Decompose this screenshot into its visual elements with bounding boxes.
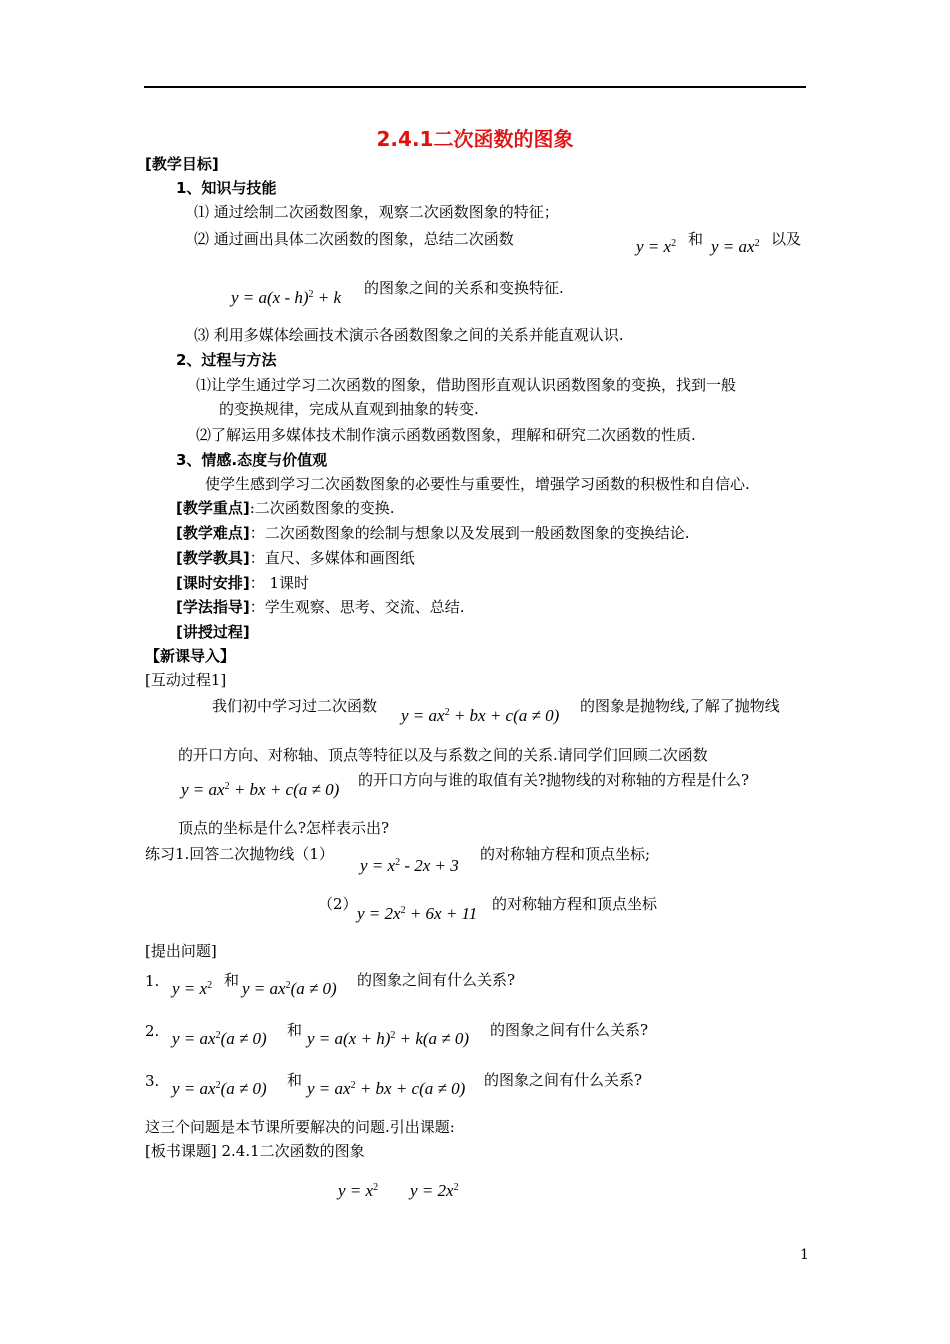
final-formula-2: $y = 2x^2$ — [410, 1181, 459, 1200]
question-1-and: 和 — [224, 971, 240, 989]
key-point-label: [教学重点] — [176, 499, 250, 517]
knowledge-item-2-text: ⑵ 通过画出具体二次函数的图象，总结二次函数 — [194, 230, 514, 248]
goals-heading: [教学目标] — [145, 155, 219, 173]
question-1-number: 1. — [145, 972, 160, 990]
teaching-tools-label: [教学教具] — [176, 549, 250, 567]
teaching-tools-text: ：直尺、多媒体和画图纸 — [249, 549, 415, 567]
process-item-1a: ⑴让学生通过学习二次函数的图象，借助图形直观认识函数图象的变换，找到一般 — [196, 376, 737, 394]
question-2-text: 的图象之间有什么关系? — [490, 1021, 649, 1039]
question-1-formula-1: $y = x^2$ — [172, 979, 213, 998]
board-title-line: [板书课题] 2.4.1二次函数的图象 — [145, 1142, 365, 1160]
knowledge-item-2-also: 以及 — [771, 230, 802, 248]
page-number: 1 — [800, 1247, 809, 1263]
study-guide-text: ：学生观察、思考、交流、总结. — [249, 598, 465, 616]
process-item-2: ⑵了解运用多媒体技术制作演示函数函数图象，理解和研究二次函数的性质. — [196, 426, 696, 444]
page-title: 2.4.1二次函数的图象 — [376, 127, 574, 151]
header-rule — [144, 86, 806, 88]
question-1-formula-2: $y = ax^2(a \ne 0)$ — [242, 979, 337, 998]
study-guide-label: [学法指导] — [176, 598, 250, 616]
question-3-formula-2: $y = ax^2$ + bx + c(a ≠ 0) — [307, 1079, 466, 1098]
emotion-heading: 3、情感.态度与价值观 — [176, 451, 328, 469]
intro-para-1a: 我们初中学习过二次函数 — [212, 697, 378, 715]
question-3-and: 和 — [287, 1071, 303, 1089]
knowledge-heading: 1、知识与技能 — [176, 179, 277, 197]
new-lesson-heading: 【新课导入】 — [145, 647, 236, 665]
formula-y-x2: $y = x^2$ — [636, 237, 677, 256]
interaction-heading: [互动过程1] — [145, 671, 227, 689]
question-3-text: 的图象之间有什么关系? — [484, 1071, 643, 1089]
key-point-text: :二次函数图象的变换. — [249, 499, 395, 517]
class-hours-text: ： 1课时 — [249, 574, 310, 592]
formula-general-quadratic: $y = ax^2$ + bx + c(a ≠ 0) — [401, 706, 560, 725]
intro-para-4: 顶点的坐标是什么?怎样表示出? — [178, 819, 390, 837]
question-2-number: 2. — [145, 1022, 160, 1040]
exercise-1a: 练习1.回答二次抛物线（1） — [145, 845, 334, 863]
formula-y-ax2: $y = ax^2$ — [711, 237, 760, 256]
questions-heading: [提出问题] — [145, 942, 217, 960]
intro-para-2: 的开口方向、对称轴、顶点等特征以及与系数之间的关系.请同学们回顾二次函数 — [178, 746, 708, 764]
formula-exercise-1: $y = x^2 - 2x + 3$ — [360, 856, 459, 875]
difficulty-label: [教学难点] — [176, 524, 250, 542]
key-point — [176, 498, 395, 518]
question-2-formula-2: $y = a(x + h)^2 + k(a \ne 0)$ — [307, 1029, 470, 1048]
exercise-2a: （2） — [318, 895, 358, 913]
formula-general-quadratic-2: $y = ax^2$ + bx + c(a ≠ 0) — [181, 780, 340, 799]
intro-para-1b: 的图象是抛物线,了解了抛物线 — [580, 697, 780, 715]
question-3-formula-1: $y = ax^2(a \ne 0)$ — [172, 1079, 267, 1098]
intro-para-3: 的开口方向与谁的取值有关?抛物线的对称轴的方程是什么? — [358, 771, 750, 789]
formula-vertex-form: y = a(x - h)$^2$ + k — [231, 288, 342, 307]
knowledge-item-2-tail: 的图象之间的关系和变换特征. — [364, 279, 564, 297]
formula-exercise-2: $y = 2x^2 + 6x + 11$ — [357, 904, 478, 923]
study-guide — [176, 597, 465, 617]
knowledge-item-3: ⑶ 利用多媒体绘画技术演示各函数图象之间的关系并能直观认识. — [194, 326, 624, 344]
class-hours — [176, 573, 309, 593]
question-3-number: 3. — [145, 1072, 160, 1090]
knowledge-item-2-and: 和 — [688, 230, 704, 248]
exercise-2b: 的对称轴方程和顶点坐标 — [492, 895, 658, 913]
knowledge-item-1: ⑴ 通过绘制二次函数图象，观察二次函数图象的特征； — [194, 203, 559, 221]
question-1-text: 的图象之间有什么关系? — [357, 971, 516, 989]
emotion-item: 使学生感到学习二次函数图象的必要性与重要性，增强学习函数的积极性和自信心. — [205, 475, 750, 493]
difficulty — [176, 523, 690, 543]
teaching-process-heading: [讲授过程] — [176, 623, 250, 641]
difficulty-text: ：二次函数图象的绘制与想象以及发展到一般函数图象的变换结论. — [249, 524, 690, 542]
class-hours-label: [课时安排] — [176, 574, 250, 592]
question-2-formula-1: $y = ax^2(a \ne 0)$ — [172, 1029, 267, 1048]
exercise-1b: 的对称轴方程和顶点坐标; — [480, 845, 651, 863]
process-heading: 2、过程与方法 — [176, 351, 277, 369]
summary-line: 这三个问题是本节课所要解决的问题.引出课题: — [145, 1118, 455, 1136]
process-item-1b: 的变换规律，完成从直观到抽象的转变. — [219, 400, 479, 418]
final-formula-1: $y = x^2$ — [338, 1181, 379, 1200]
teaching-tools — [176, 548, 415, 568]
question-2-and: 和 — [287, 1021, 303, 1039]
